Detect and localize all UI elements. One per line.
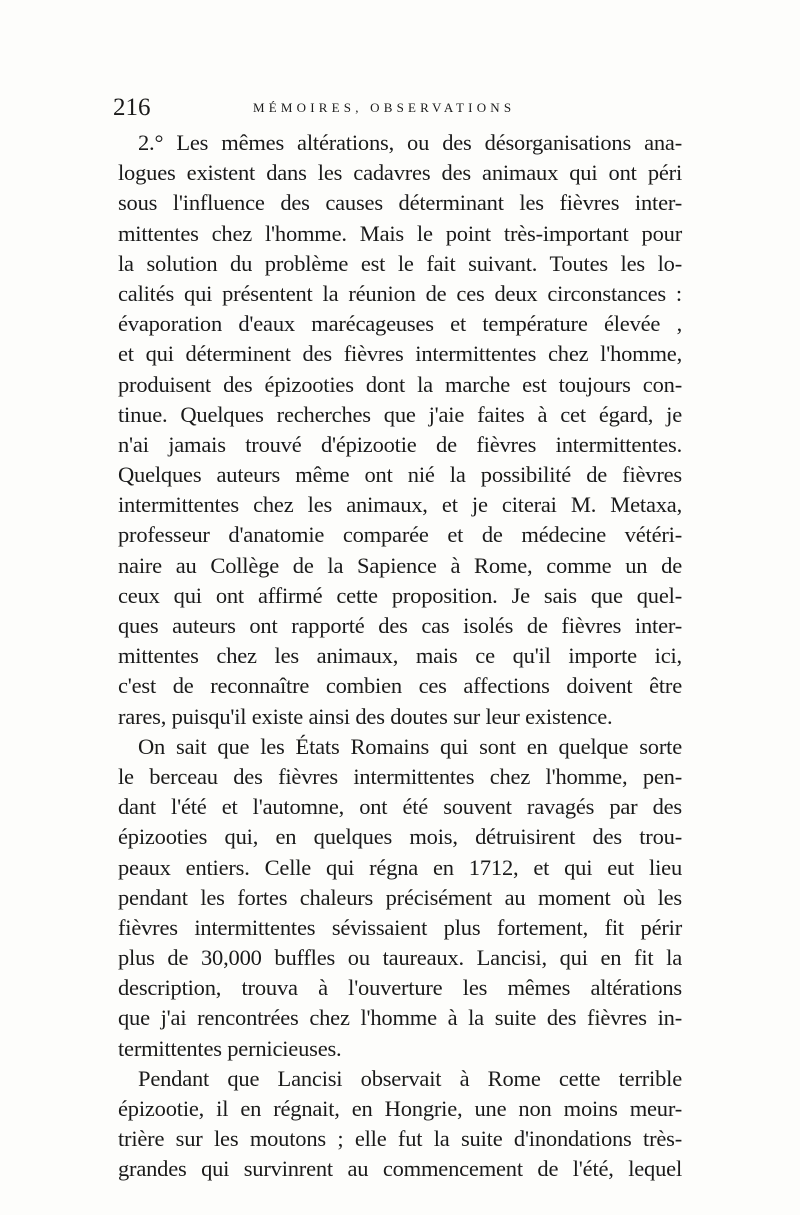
text-line: sous l'influence des causes déterminant les fièvres inter-	[118, 190, 682, 216]
text-line: produisent des épizooties dont la marche est toujours con-	[118, 371, 682, 397]
text-line: le berceau des fièvres intermittentes chez l'homme, pen-	[118, 763, 682, 789]
text-line: que j'ai rencontrées chez l'homme à la suite des fièvres in-	[118, 1005, 682, 1031]
text-line: Quelques auteurs même ont nié la possibilité de fièvres	[118, 462, 682, 488]
text-line: grandes qui survinrent au commencement de l'été, lequel	[118, 1156, 682, 1182]
text-line: naire au Collège de la Sapience à Rome, comme un de	[118, 552, 682, 578]
text-line: calités qui présentent la réunion de ces deux circonstances :	[118, 280, 682, 306]
text-line: mittentes chez les animaux, mais ce qu'il importe ici,	[118, 643, 682, 669]
text-line: n'ai jamais trouvé d'épizootie de fièvres intermittentes.	[118, 431, 682, 457]
text-line: plus de 30,000 buffles ou taureaux. Lancisi, qui en fit la	[118, 945, 682, 971]
text-line: épizooties qui, en quelques mois, détruisirent des trou-	[118, 824, 682, 850]
text-line: évaporation d'eaux marécageuses et température élevée ,	[118, 311, 682, 337]
text-line: professeur d'anatomie comparée et de médecine vétéri-	[118, 522, 682, 548]
page-number: 216	[113, 94, 151, 121]
text-line: Pendant que Lancisi observait à Rome cette terrible	[138, 1065, 682, 1091]
text-line: trière sur les moutons ; elle fut la suite d'inondations très-	[118, 1126, 682, 1152]
running-head	[113, 93, 688, 123]
text-line: tinue. Quelques recherches que j'aie faites à cet égard, je	[118, 401, 682, 427]
body-text	[118, 128, 682, 1185]
text-line: intermittentes chez les animaux, et je citerai M. Metaxa,	[118, 492, 682, 518]
text-line: peaux entiers. Celle qui régna en 1712, et qui eut lieu	[118, 854, 682, 880]
text-line: mittentes chez l'homme. Mais le point très-important pour	[118, 220, 682, 246]
text-line: termittentes pernicieuses.	[118, 1035, 342, 1061]
text-line: ques auteurs ont rapporté des cas isolés de fièvres inter-	[118, 613, 682, 638]
text-line: rares, puisqu'il existe ainsi des doutes sur leur existence.	[118, 703, 613, 729]
running-title: MÉMOIRES, OBSERVATIONS	[253, 100, 516, 115]
text-line: épizootie, il en régnait, en Hongrie, une non moins meur-	[118, 1096, 682, 1121]
text-line: dant l'été et l'automne, ont été souvent ravagés par des	[118, 794, 682, 820]
text-line: On sait que les États Romains qui sont en quelque sorte	[138, 733, 682, 759]
text-line: logues existent dans les cadavres des animaux qui ont péri	[118, 160, 682, 186]
text-line: c'est de reconnaître combien ces affections doivent être	[118, 673, 682, 699]
text-line: ceux qui ont affirmé cette proposition. Je sais que quel-	[118, 582, 682, 608]
text-line: pendant les fortes chaleurs précisément au moment où les	[118, 884, 682, 910]
text-line: et qui déterminent des fièvres intermittentes chez l'homme,	[118, 341, 682, 367]
text-line: description, trouva à l'ouverture les mêmes altérations	[118, 975, 682, 1001]
text-line: 2.° Les mêmes altérations, ou des désorganisations ana-	[138, 130, 682, 155]
text-line: fièvres intermittentes sévissaient plus fortement, fit périr	[118, 914, 682, 940]
text-line: la solution du problème est le fait suivant. Toutes les lo-	[118, 250, 682, 276]
